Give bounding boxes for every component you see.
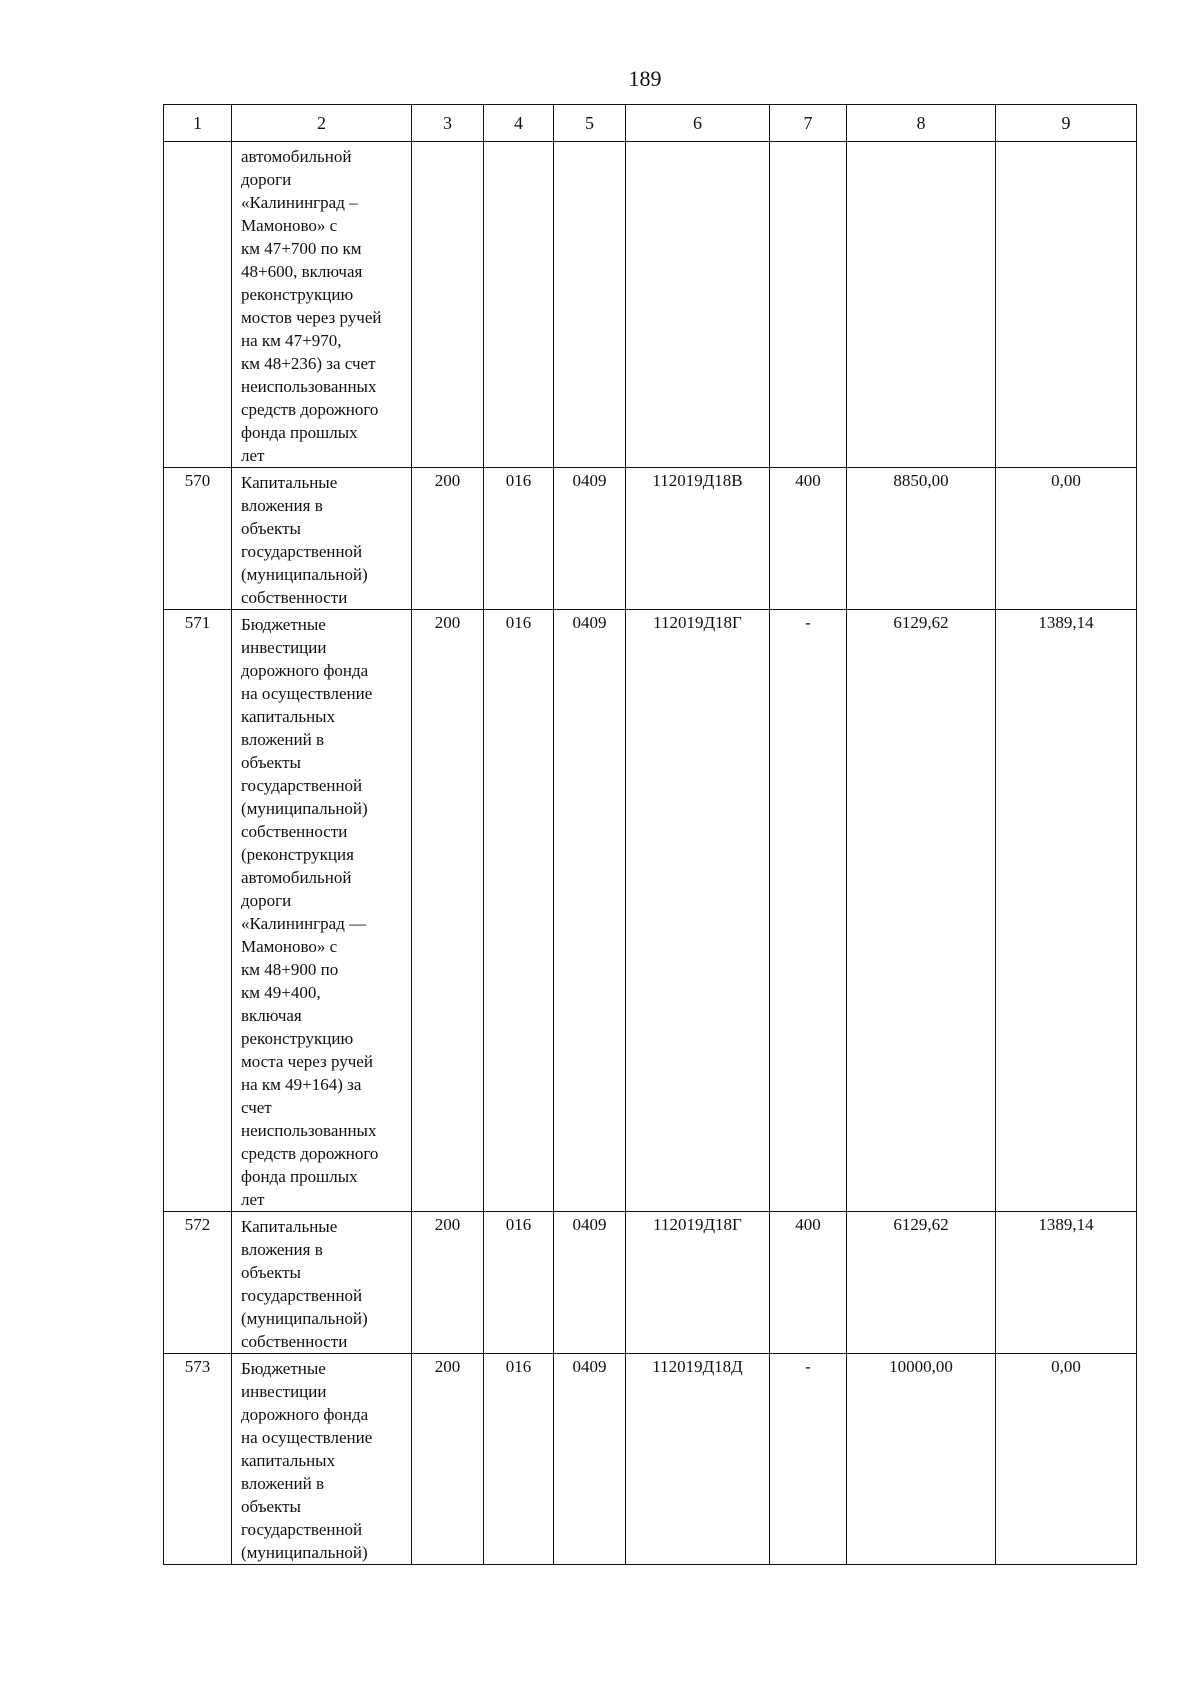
description-line: лет [241,1190,265,1209]
table-row [164,1212,1137,1354]
code-cell: 200 [412,468,484,610]
code-cell: 200 [412,610,484,1212]
description-line: Мамоново» с [241,216,338,235]
description-line: мостов через ручей [241,308,382,327]
description-line: объекты [241,1263,301,1282]
description-cell [232,610,412,1212]
amount-cell: 0,00 [996,468,1137,610]
table-row [164,142,1137,468]
description-line: (муниципальной) [241,565,368,584]
expense-type-cell: 400 [770,468,847,610]
target-article-cell: 112019Д18Д [626,1354,770,1565]
description-line: (муниципальной) [241,1543,368,1562]
ministry-code-cell: 016 [484,468,554,610]
column-header: 9 [996,105,1137,142]
description-line: «Калининград — [241,914,367,933]
table-row [164,468,1137,610]
section-code-cell: 0409 [554,610,626,1212]
target-article-cell: 112019Д18Г [626,610,770,1212]
target-article-cell [626,142,770,468]
expense-type-cell: 400 [770,1212,847,1354]
description-line: средств дорожного [241,400,379,419]
description-line: (муниципальной) [241,799,368,818]
column-header: 5 [554,105,626,142]
description-line: автомобильной [241,868,352,887]
description-line: государственной [241,1520,363,1539]
amount-cell: 1389,14 [996,1212,1137,1354]
description-line: (реконструкция [241,845,354,864]
description-cell [232,142,412,468]
description-line: государственной [241,776,363,795]
description-line: собственности [241,588,348,607]
row-number-cell: 571 [164,610,232,1212]
code-cell [412,142,484,468]
section-code-cell: 0409 [554,1212,626,1354]
description-line: на осуществление [241,1428,373,1447]
section-code-cell [554,142,626,468]
description-line: Бюджетные [241,615,326,634]
expense-type-cell [770,142,847,468]
description-line: объекты [241,753,301,772]
description-line: дорожного фонда [241,1405,369,1424]
description-line: собственности [241,1332,348,1351]
description-line: км 48+900 по [241,960,339,979]
amount-cell [996,142,1137,468]
amount-cell: 6129,62 [847,1212,996,1354]
ministry-code-cell: 016 [484,610,554,1212]
description-line: инвестиции [241,1382,327,1401]
table-body [164,142,1137,1565]
description-cell [232,468,412,610]
description-line: фонда прошлых [241,423,358,442]
description-line: на осуществление [241,684,373,703]
column-header: 7 [770,105,847,142]
amount-cell: 6129,62 [847,610,996,1212]
description-line: Мамоново» с [241,937,338,956]
amount-cell: 0,00 [996,1354,1137,1565]
row-number-cell [164,142,232,468]
ministry-code-cell: 016 [484,1354,554,1565]
description-line: моста через ручей [241,1052,373,1071]
description-line: вложения в [241,1240,323,1259]
description-line: инвестиции [241,638,327,657]
column-header: 3 [412,105,484,142]
description-line: вложений в [241,1474,324,1493]
description-line: на км 47+970, [241,331,342,350]
description-line: Капитальные [241,473,338,492]
description-cell [232,1354,412,1565]
description-line: км 47+700 по км [241,239,362,258]
description-line: объекты [241,1497,301,1516]
description-line: Капитальные [241,1217,338,1236]
description-line: реконструкцию [241,285,354,304]
column-header: 6 [626,105,770,142]
section-code-cell: 0409 [554,468,626,610]
budget-table [163,104,1137,1565]
description-line: дорожного фонда [241,661,369,680]
description-line: автомобильной [241,147,352,166]
description-line: счет [241,1098,272,1117]
description-line: дороги [241,891,292,910]
expense-type-cell: - [770,1354,847,1565]
description-line: неиспользованных [241,1121,377,1140]
ministry-code-cell [484,142,554,468]
amount-cell [847,142,996,468]
code-cell: 200 [412,1354,484,1565]
description-line: капитальных [241,1451,336,1470]
description-line: 48+600, включая [241,262,363,281]
target-article-cell: 112019Д18Г [626,1212,770,1354]
description-line: реконструкцию [241,1029,354,1048]
column-header: 1 [164,105,232,142]
description-line: на км 49+164) за [241,1075,362,1094]
column-header: 8 [847,105,996,142]
description-line: государственной [241,542,363,561]
table-header-row [164,105,1137,142]
description-line: собственности [241,822,348,841]
description-line: вложения в [241,496,323,515]
column-header: 4 [484,105,554,142]
ministry-code-cell: 016 [484,1212,554,1354]
description-line: капитальных [241,707,336,726]
target-article-cell: 112019Д18В [626,468,770,610]
row-number-cell: 573 [164,1354,232,1565]
description-line: государственной [241,1286,363,1305]
column-header: 2 [232,105,412,142]
description-line: дороги [241,170,292,189]
amount-cell: 8850,00 [847,468,996,610]
description-line: вложений в [241,730,324,749]
amount-cell: 1389,14 [996,610,1137,1212]
description-line: средств дорожного [241,1144,379,1163]
expense-type-cell: - [770,610,847,1212]
row-number-cell: 572 [164,1212,232,1354]
description-line: км 48+236) за счет [241,354,376,373]
code-cell: 200 [412,1212,484,1354]
description-cell [232,1212,412,1354]
description-line: включая [241,1006,302,1025]
page-number: 189 [628,66,662,91]
section-code-cell: 0409 [554,1354,626,1565]
description-line: лет [241,446,265,465]
description-line: «Калининград – [241,193,358,212]
amount-cell: 10000,00 [847,1354,996,1565]
description-line: (муниципальной) [241,1309,368,1328]
row-number-cell: 570 [164,468,232,610]
table-row [164,1354,1137,1565]
description-line: Бюджетные [241,1359,326,1378]
description-line: фонда прошлых [241,1167,358,1186]
description-line: км 49+400, [241,983,321,1002]
description-line: неиспользованных [241,377,377,396]
table-row [164,610,1137,1212]
description-line: объекты [241,519,301,538]
